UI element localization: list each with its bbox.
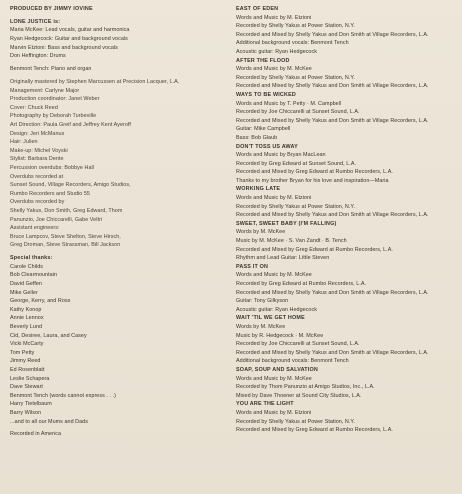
thanks-name: Dave Stewart (10, 384, 43, 391)
thanks-name: Mike Geller (10, 289, 38, 296)
song-credit-line: Words and Music by M. McKee (236, 272, 312, 279)
song-credit-line: Thanks to my brother Bryan for his love and inspiration—Maria (236, 177, 389, 184)
thanks-name: Leslie Schapera (10, 375, 50, 382)
song-credit-line: Recorded and Mixed by Shelly Yakus and Don Smith at Village Recorders, L.A. (236, 212, 429, 219)
song-credit-line: WAIT 'TIL WE GET HOME (236, 315, 305, 322)
song-credit-line: Words and Music by M. Etzioni (236, 409, 312, 416)
credit-line: Sunset Sound, Village Recorders, Amigo Studios, (10, 182, 131, 189)
song-credit-line: Words and Music by Bryan MacLean (236, 152, 326, 159)
song-credit-line: Recorded and Mixed by Shelly Yakus and Don Smith at Village Recorders, L.A. (236, 83, 429, 90)
song-credit-line: Recorded by Greg Edward at Sunset Sound, L.A. (236, 160, 357, 167)
thanks-name: Vicki McCarty (10, 341, 44, 348)
credit-line: Photography by Deborah Turbeville (10, 113, 97, 120)
credit-line: Management: Carlyne Major (10, 87, 80, 94)
thanks-name: Bob Clearmountain (10, 272, 57, 279)
band-member-line: Marvin Etzioni: Bass and background vocals (10, 44, 118, 51)
credit-line: Stylist: Barbara Dente (10, 156, 64, 163)
band-member-line: Don Heffington: Drums (10, 53, 66, 60)
song-credit-line: Acoustic guitar: Ryan Hedgecock (236, 48, 317, 55)
credit-line: Art Direction: Paula Greif and Jeffrey Kent Ayeroff (10, 122, 131, 129)
song-credit-line: Words and Music by T. Petty · M. Campbell (236, 100, 342, 107)
band-member-line: Ryan Hedgecock: Guitar and background vocals (10, 36, 128, 43)
song-credit-line: Recorded by Greg Edward at Rumbo Recorders, L.A. (236, 281, 367, 287)
band-member-line: Maria McKee: Lead vocals, guitar and harmonica (10, 27, 130, 34)
band-heading: LONE JUSTICE is: (10, 18, 61, 25)
song-credit-line: Words by M. McKee (236, 229, 286, 236)
credit-line: Overdubs recorded at (10, 173, 64, 180)
thanks-name: Kathy Konop (10, 306, 42, 313)
song-credit-line: YOU ARE THE LIGHT (236, 401, 294, 408)
credit-line: Originally mastered by Stephen Marcussen at Precision Lacquer, L.A. (10, 79, 180, 86)
credits-column (10, 5, 225, 439)
song-credit-line: SWEET, SWEET BABY (I'M FALLING) (236, 220, 337, 227)
song-credit-line: Recorded and Mixed by Greg Edward at Rumbo Recorders, L.A. (236, 427, 393, 434)
song-credit-line: Guitar: Mike Campbell (236, 126, 291, 133)
song-credit-line: PASS IT ON (236, 263, 269, 270)
credit-line: Cover: Chuck Reed (10, 104, 58, 111)
song-credit-line: Recorded by Shelly Yakus at Power Station, N.Y. (236, 74, 355, 81)
thanks-heading: Special thanks: (10, 255, 53, 262)
credit-line: Shelly Yakus, Don Smith, Greg Edward, Thom (10, 207, 123, 214)
song-credit-line: Recorded and Mixed by Shelly Yakus and Don Smith at Village Recorders, L.A. (236, 349, 429, 356)
thanks-name: Annie Lennox (10, 315, 44, 322)
song-credit-line: Mixed by Dave Thoener at Sound City Studios, L.A. (236, 392, 362, 399)
song-credit-line: Words and Music by M. McKee (236, 66, 312, 73)
song-credit-line: AFTER THE FLOOD (236, 57, 290, 64)
thanks-name: David Geffen (10, 281, 42, 287)
song-credits-column (236, 5, 458, 435)
song-credit-line: Recorded and Mixed by Greg Edward at Rumbo Recorders, L.A. (236, 246, 393, 253)
thanks-name: Jimmy Reed (10, 358, 41, 365)
song-credit-line: Recorded by Thom Panunzio at Amigo Studios, Inc., L.A. (236, 384, 375, 391)
song-credit-line: Words by M. McKee (236, 323, 286, 330)
thanks-name: George, Kerry, and Ross (10, 298, 71, 305)
song-credit-line: Words and Music by M. Etzioni (236, 195, 312, 202)
credit-line: Hair: Julien (10, 139, 38, 146)
thanks-name: Cid, Desiree, Laura, and Casey (10, 332, 87, 339)
credit-line: Greg Droman, Steve Strassman, Bill Jackson (10, 242, 121, 249)
credit-line: Design: Jeri McManus (10, 130, 65, 137)
song-credit-line: Additional background vocals: Benmont Tench (236, 358, 349, 365)
song-credit-line: Recorded by Shelly Yakus at Power Station, N.Y. (236, 203, 355, 210)
credit-line: Make-up: Michel Voyski (10, 147, 68, 154)
credit-line: Rumbo Recorders and Studio 55 (10, 190, 90, 197)
credit-line: Percussion overdubs: Bobbye Hall (10, 164, 95, 171)
song-credit-line: DON'T TOSS US AWAY (236, 143, 298, 150)
recorded-in-footer: Recorded in America (10, 431, 61, 438)
credit-line: Production coordinator: Janet Weber (10, 96, 100, 103)
song-credit-line: WAYS TO BE WICKED (236, 91, 297, 98)
thanks-name: Barry Wilson (10, 409, 42, 416)
song-credit-line: Recorded and Mixed by Shelly Yakus and Don Smith at Village Recorders, L.A. (236, 31, 429, 38)
producer-credit: PRODUCED BY JIMMY IOVINE (10, 6, 93, 12)
song-credit-line: Words and Music by M. McKee (236, 375, 312, 382)
song-credit-line: Recorded by Joe Chiccarelli at Sunset Sound, L.A. (236, 109, 360, 116)
song-credit-line: Bass: Bob Glaub (236, 134, 278, 141)
song-credit-line: EAST OF EDEN (236, 6, 279, 12)
song-credit-line: Words and Music by M. Etzioni (236, 14, 312, 21)
credit-line: Overdubs recorded by (10, 199, 65, 206)
credit-line: Bruce Lampcov, Steve Shelton, Steve Hirsch, (10, 233, 121, 240)
song-credit-line: Music by M. McKee · S. Van Zandt · B. Tench (236, 238, 347, 245)
thanks-name: Harry Tietelbaum (10, 401, 52, 408)
tench-credit: Benmont Tench: Piano and organ (10, 66, 92, 73)
thanks-name: Tom Petty (10, 349, 35, 356)
song-credit-line: Recorded and Mixed by Greg Edward at Rumbo Recorders, L.A. (236, 169, 393, 176)
song-credit-line: Recorded and Mixed by Shelly Yakus and Don Smith at Village Recorders, L.A. (236, 289, 429, 296)
thanks-name: ...and to all our Mums and Dads (10, 418, 88, 425)
song-credit-line: Guitar: Tony Gilkyson (236, 298, 289, 305)
credit-line: Assistant engineers: (10, 225, 60, 232)
credit-line: Panunzio, Joe Chiccarelli, Gabe Veltri (10, 216, 103, 223)
song-credit-line: Acoustic guitar: Ryan Hedgecock (236, 306, 317, 313)
thanks-name: Benmont Tench (words cannot express . . .) (10, 392, 116, 399)
song-credit-line: Music by R. Hedgecock · M. McKee (236, 332, 324, 339)
thanks-name: Ed Rosenblatt (10, 366, 45, 373)
song-credit-line: Recorded by Joe Chiccarelli at Sunset Sound, L.A. (236, 341, 360, 348)
song-credit-line: Recorded by Shelly Yakus at Power Station, N.Y. (236, 23, 355, 30)
song-credit-line: Recorded by Shelly Yakus at Power Station, N.Y. (236, 418, 355, 425)
song-credit-line: Rhythm and Lead Guitar: Little Steven (236, 255, 330, 262)
thanks-name: Carole Childs (10, 263, 44, 270)
song-credit-line: Recorded and Mixed by Shelly Yakus and Don Smith at Village Recorders, L.A. (236, 117, 429, 124)
thanks-name: Beverly Lund (10, 323, 43, 330)
song-credit-line: WORKING LATE (236, 186, 281, 193)
song-credit-line: SOAP, SOUP AND SALVATION (236, 366, 318, 373)
song-credit-line: Additional background vocals: Benmont Tench (236, 40, 349, 47)
